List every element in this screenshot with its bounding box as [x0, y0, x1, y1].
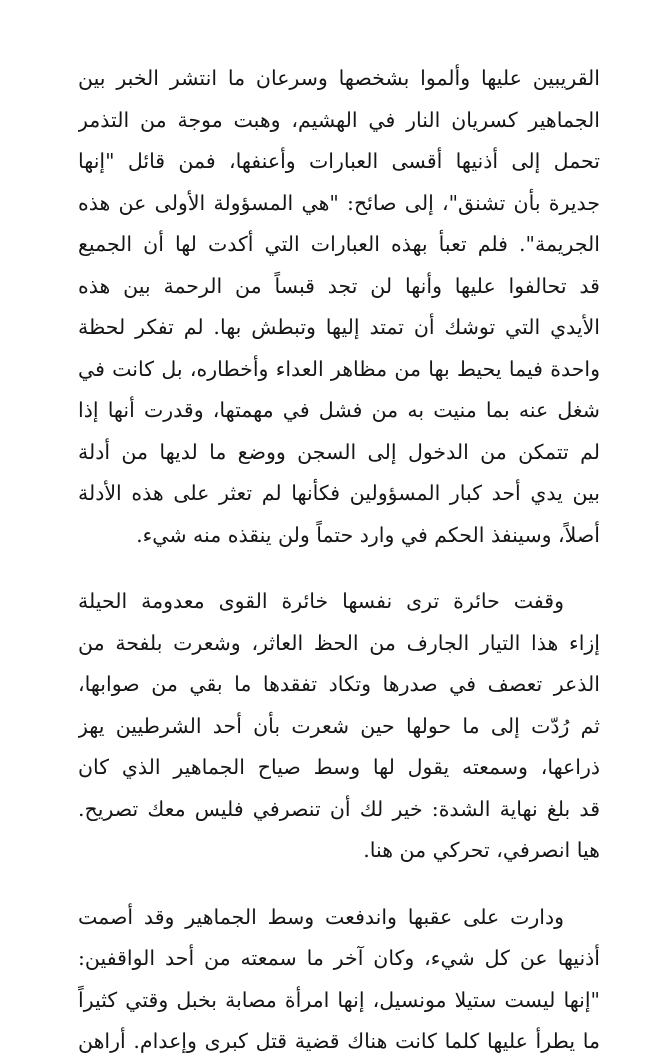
text-line: إزاء هذا التيار الجارف من الحظ العاثر، وشعرت بلفحة من — [78, 630, 600, 655]
paragraph-gap — [78, 556, 600, 581]
text-line: ما يطرأ عليها كلما كانت هناك قضية قتل كبرى وإعدام. أراهن — [78, 1029, 600, 1053]
text-line: قد تحالفوا عليها وأنها لن تجد قبساً من الرحمة بين هذه — [78, 273, 600, 298]
paragraph-gap — [78, 872, 600, 897]
text-line: ثم رُدّت إلى ما حولها حين شعرت بأن أحد الشرطيين يهز — [78, 713, 600, 738]
text-line: الجماهير كسريان النار في الهشيم، وهبت موجة من التذمر — [78, 107, 600, 132]
text-line: أذنيها عن كل شيء، وكان آخر ما سمعته من أحد الواقفين: — [78, 946, 600, 970]
page-text-body — [78, 58, 600, 1063]
text-line: هيا انصرفي، تحركي من هنا. — [363, 838, 600, 862]
paragraph-3 — [78, 897, 600, 1063]
text-line: "إنها ليست ستيلا مونسيل، إنها امرأة مصابة بخبل وقتي كثيراً — [78, 987, 600, 1012]
text-line: الذعر تعصف في صدرها وتكاد تفقدها ما بقي من صوابها، — [78, 672, 600, 696]
text-line: ودارت على عقبها واندفعت وسط الجماهير وقد أصمت — [78, 904, 564, 929]
text-line: الجريمة". فلم تعبأ بهذه العبارات التي أكدت لها أن الجميع — [78, 232, 600, 256]
text-line: واحدة فيما يحيط بها من مظاهر العداء وأخطاره، بل كانت في — [78, 356, 600, 381]
text-line: قد بلغ نهاية الشدة: خير لك أن تنصرفي فليس معك تصريح. — [78, 796, 600, 821]
text-line: تحمل إلى أذنيها أقسى العبارات وأعنفها، فمن قائل "إنها — [78, 149, 600, 173]
text-line: شغل عنه بما منيت به من فشل في مهمتها، وقدرت أنها إذا — [78, 398, 600, 422]
text-line: بين يدي أحد كبار المسؤولين فكأنها لم تعثر على هذه الأدلة — [78, 481, 600, 505]
text-line: جديرة بأن تشنق"، إلى صائح: "هي المسؤولة الأولى عن هذه — [78, 190, 600, 215]
paragraph-1 — [78, 58, 600, 556]
text-line: ذراعها، وسمعته يقول لها وسط صياح الجماهير الذي كان — [78, 755, 600, 779]
text-line: وقفت حائرة ترى نفسها خائرة القوى معدومة الحيلة — [78, 589, 564, 613]
text-line: القريبين عليها وألموا بشخصها وسرعان ما انتشر الخبر بين — [78, 66, 600, 90]
text-line: الأيدي التي توشك أن تمتد إليها وتبطش بها. لم تفكر لحظة — [78, 315, 600, 339]
text-line: أصلاً، وسينفذ الحكم في وارد حتماً ولن ينقذه منه شيء. — [136, 522, 600, 547]
paragraph-2 — [78, 581, 600, 872]
text-line: لم تتمكن من الدخول إلى السجن ووضع ما لديها من أدلة — [78, 439, 600, 464]
